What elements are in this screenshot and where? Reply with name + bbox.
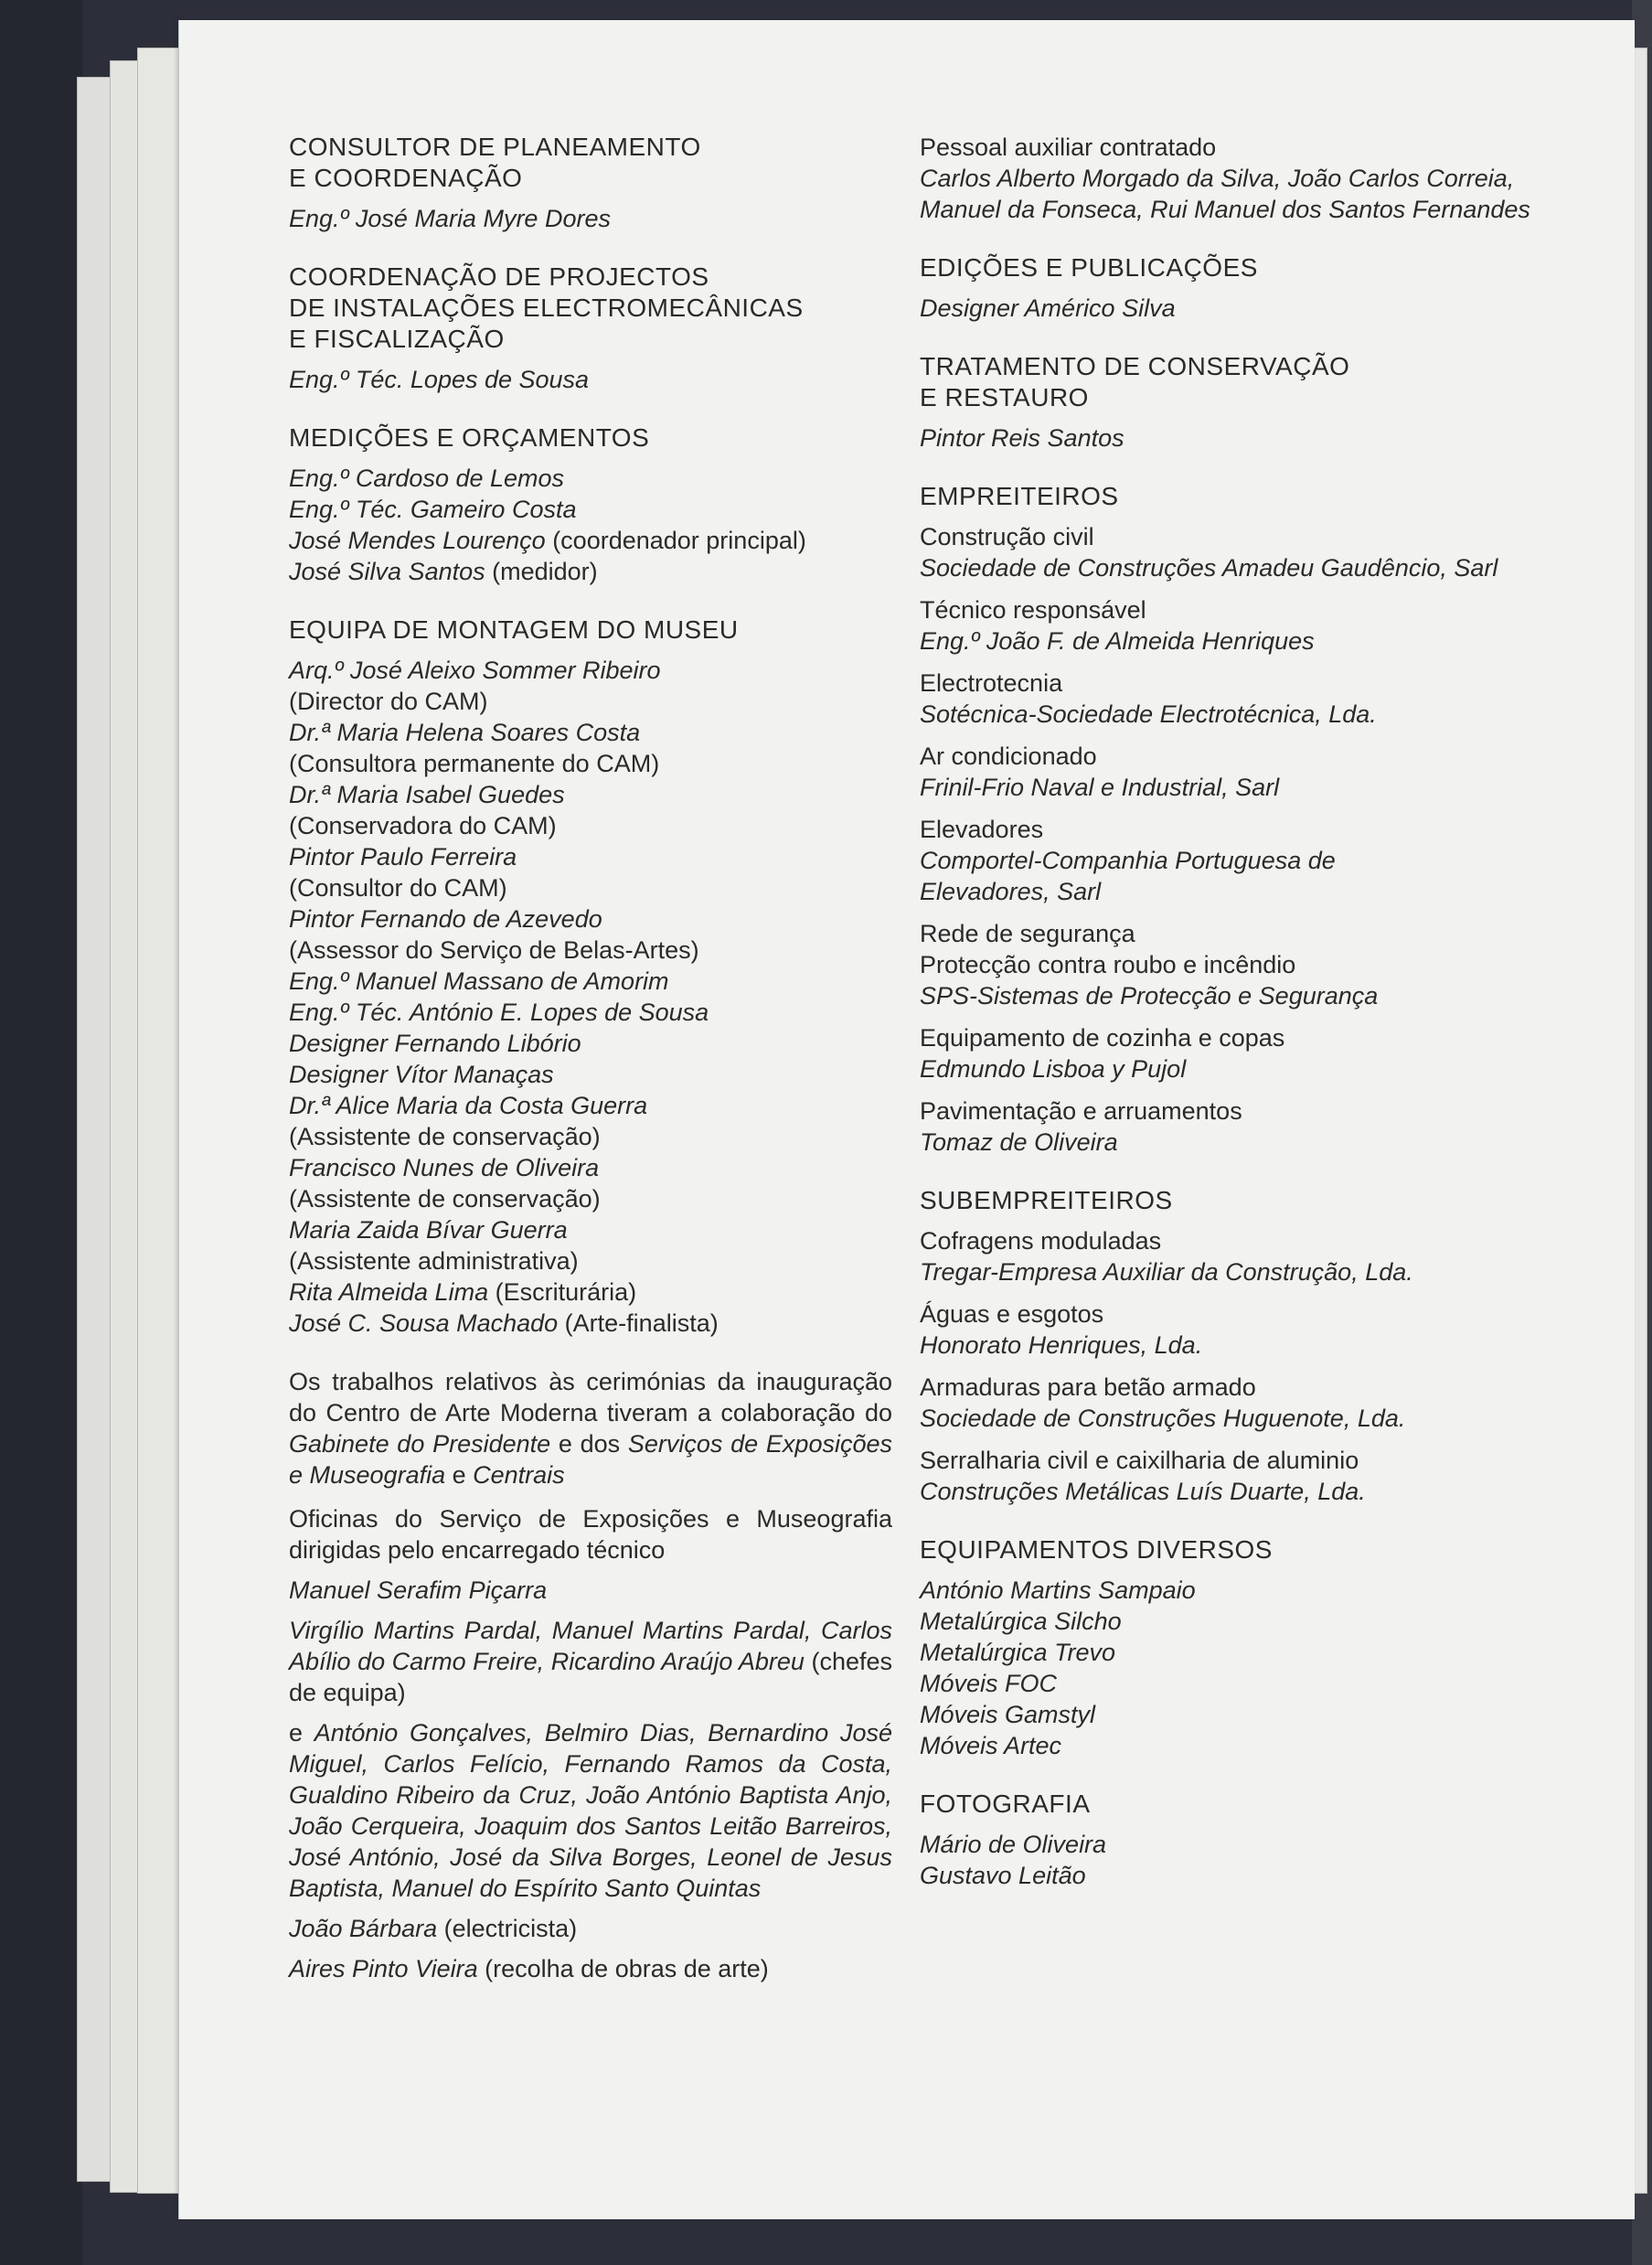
company-name: Honorato Henriques, Lda.: [920, 1331, 1203, 1359]
company-name: Móveis FOC: [920, 1670, 1058, 1697]
person-name: José C. Sousa Machado: [289, 1309, 559, 1337]
category-label: Pavimentação e arruamentos: [920, 1097, 1242, 1125]
person-name: Eng.º José Maria Myre Dores: [289, 205, 611, 232]
contractor-group: [920, 1225, 1560, 1287]
person-name: Manuel Serafim Piçarra: [289, 1576, 548, 1604]
person-names: António Gonçalves, Belmiro Dias, Bernardino José Miguel, Carlos Felício, Fernando Ramos da Costa, Gualdino Ribeiro da Cruz, João António Baptista Anjo, João Cerqueira, Joaquim dos Santos Leitão Barreiros, José António, José da Silva Borges, Leonel de Jesus Baptista, Manuel do Espírito Santo Quintas: [289, 1719, 892, 1902]
background-left: [0, 0, 82, 2265]
category-label: Construção civil: [920, 523, 1094, 550]
person-line: [289, 525, 892, 556]
category-label: Electrotecnia: [920, 669, 1063, 697]
section-heading: EQUIPAMENTOS DIVERSOS: [920, 1535, 1273, 1564]
contractor-group: [920, 668, 1560, 730]
contractor-group: [920, 1372, 1560, 1434]
category-label: Equipamento de cozinha e copas: [920, 1024, 1285, 1052]
paragraph-emphasis: Serviços de Exposições e Museografia: [289, 1430, 892, 1489]
person-name: Pintor Reis Santos: [920, 424, 1124, 452]
document-page: [178, 20, 1635, 2219]
category-label: Serralharia civil e caixilharia de aluminio: [920, 1447, 1359, 1474]
section-heading: EMPREITEIROS: [920, 482, 1119, 510]
section-equipa: [289, 614, 892, 1339]
workshop-paragraph: Oficinas do Serviço de Exposições e Museografia dirigidas pelo encarregado técnico: [289, 1505, 892, 1564]
company-name: Metalúrgica Trevo: [920, 1639, 1116, 1666]
company-name: Construções Metálicas Luís Duarte, Lda.: [920, 1478, 1366, 1505]
section-heading: COORDENAÇÃO DE PROJECTOS DE INSTALAÇÕES ELECTROMECÂNICAS E FISCALIZAÇÃO: [289, 262, 804, 353]
person-line: [289, 1913, 892, 1944]
person-role: (Assistente de conservação): [289, 1185, 601, 1213]
paragraph-emphasis: Gabinete do Presidente: [289, 1430, 551, 1458]
section-tratamento: [920, 351, 1560, 454]
person-role: (Escriturária): [488, 1278, 637, 1306]
category-label: Rede de segurança: [920, 920, 1135, 947]
person-name: Pintor Paulo Ferreira: [289, 843, 517, 871]
person-role: (Director do CAM): [289, 688, 488, 715]
section-trabalhos: [289, 1366, 892, 1984]
paragraph-text: e: [445, 1461, 474, 1489]
company-name: Edmundo Lisboa y Pujol: [920, 1055, 1187, 1083]
person-name: Dr.ª Maria Isabel Guedes: [289, 781, 565, 808]
company-name: Frinil-Frio Naval e Industrial, Sarl: [920, 774, 1280, 801]
contractor-group: [920, 918, 1560, 1011]
person-names: Virgílio Martins Pardal, Manuel Martins Pardal, Carlos Abílio do Carmo Freire, Ricardino Araújo Abreu: [289, 1617, 892, 1675]
section-heading: EDIÇÕES E PUBLICAÇÕES: [920, 253, 1258, 282]
person-name: Rita Almeida Lima: [289, 1278, 489, 1306]
contractor-group: [920, 1022, 1560, 1084]
contractor-group: [920, 594, 1560, 657]
company-name: Móveis Gamstyl: [920, 1701, 1096, 1728]
section-coordenacao: [289, 262, 892, 395]
section-heading: CONSULTOR DE PLANEAMENTO E COORDENAÇÃO: [289, 133, 701, 192]
company-name: Móveis Artec: [920, 1732, 1062, 1759]
person-name: Designer Fernando Libório: [289, 1030, 581, 1057]
category-label: Pessoal auxiliar contratado: [920, 134, 1217, 161]
person-name: Maria Zaida Bívar Guerra: [289, 1216, 568, 1244]
person-name: Dr.ª Maria Helena Soares Costa: [289, 719, 641, 746]
person-role: (Arte-finalista): [558, 1309, 719, 1337]
contractor-group: [920, 1095, 1560, 1158]
person-role: (Consultora permanente do CAM): [289, 750, 660, 777]
right-column: [920, 132, 1560, 1918]
company-name: António Martins Sampaio: [920, 1576, 1196, 1604]
person-line: [289, 1953, 892, 1984]
person-name: Designer Américo Silva: [920, 294, 1176, 322]
team-members: [289, 1717, 892, 1904]
person-name: Francisco Nunes de Oliveira: [289, 1154, 600, 1181]
person-name: José Mendes Lourenço: [289, 527, 546, 554]
person-name: Eng.º Manuel Massano de Amorim: [289, 967, 669, 995]
category-label: Armaduras para betão armado: [920, 1373, 1256, 1401]
person-name: Pintor Fernando de Azevedo: [289, 905, 602, 933]
paragraph-text: e: [289, 1719, 314, 1747]
section-heading: TRATAMENTO DE CONSERVAÇÃO E RESTAURO: [920, 352, 1350, 411]
person-name: José Silva Santos: [289, 558, 485, 585]
company-name: Sotécnica-Sociedade Electrotécnica, Lda.: [920, 700, 1377, 728]
paragraph-emphasis: Centrais: [473, 1461, 565, 1489]
category-label: Elevadores: [920, 816, 1044, 843]
person-name: Eng.º Téc. Lopes de Sousa: [289, 366, 590, 393]
section-heading: SUBEMPREITEIROS: [920, 1186, 1173, 1214]
person-name: Arq.º José Aleixo Sommer Ribeiro: [289, 657, 661, 684]
person-role: (chefes de equipa): [289, 1648, 892, 1706]
section-equipamentos: [920, 1534, 1560, 1761]
category-label: Águas e esgotos: [920, 1300, 1104, 1328]
person-role: (Assessor do Serviço de Belas-Artes): [289, 936, 699, 964]
section-medicoes: [289, 422, 892, 587]
person-name: João Bárbara: [289, 1915, 438, 1942]
company-name: Sociedade de Construções Amadeu Gaudêncio, Sarl: [920, 554, 1498, 582]
section-heading: MEDIÇÕES E ORÇAMENTOS: [289, 423, 650, 452]
company-name: Sociedade de Construções Huguenote, Lda.: [920, 1405, 1406, 1432]
section-edicoes: [920, 252, 1560, 324]
contractor-group: [920, 741, 1560, 803]
person-line: [289, 1308, 892, 1339]
person-role: (medidor): [485, 558, 598, 585]
category-label: Técnico responsável: [920, 596, 1146, 624]
person-role: (Consultor do CAM): [289, 874, 507, 902]
company-name: SPS-Sistemas de Protecção e Segurança: [920, 982, 1379, 1010]
person-name: Eng.º Cardoso de Lemos: [289, 465, 565, 492]
section-heading: FOTOGRAFIA: [920, 1790, 1091, 1818]
person-name: Dr.ª Alice Maria da Costa Guerra: [289, 1092, 648, 1119]
person-name: Eng.º Téc. António E. Lopes de Sousa: [289, 999, 709, 1026]
person-name: Mário de Oliveira: [920, 1831, 1107, 1858]
section-subempreiteiros: [920, 1185, 1560, 1507]
section-consultor: [289, 132, 892, 234]
person-role: (coordenador principal): [545, 527, 806, 554]
contractor-group: [920, 1445, 1560, 1507]
company-name: Tomaz de Oliveira: [920, 1128, 1118, 1156]
contractor-group: [920, 814, 1560, 907]
company-name: Tregar-Empresa Auxiliar da Construção, Lda.: [920, 1258, 1413, 1286]
paragraph-text: Os trabalhos relativos às cerimónias da inauguração do Centro de Arte Moderna tiveram a colaboração do: [289, 1368, 892, 1426]
team-leaders: [289, 1615, 892, 1708]
person-names: Carlos Alberto Morgado da Silva, João Carlos Correia, Manuel da Fonseca, Rui Manuel dos Santos Fernandes: [920, 165, 1530, 223]
category-label: Cofragens moduladas: [920, 1227, 1162, 1255]
section-empreiteiros: [920, 481, 1560, 1158]
category-label: Protecção contra roubo e incêndio: [920, 951, 1296, 978]
company-name: Metalúrgica Silcho: [920, 1608, 1122, 1635]
contractor-group: [920, 521, 1560, 583]
person-name: Designer Vítor Manaças: [289, 1061, 554, 1088]
section-heading: EQUIPA DE MONTAGEM DO MUSEU: [289, 615, 739, 644]
person-name: Eng.º João F. de Almeida Henriques: [920, 627, 1315, 655]
left-column: [289, 132, 892, 2012]
person-role: (Conservadora do CAM): [289, 812, 557, 839]
person-role: (Assistente administrativa): [289, 1247, 579, 1275]
person-line: [289, 556, 892, 587]
company-name: Comportel-Companhia Portuguesa de Elevadores, Sarl: [920, 847, 1336, 905]
section-pessoal: [920, 132, 1560, 225]
person-role: (recolha de obras de arte): [477, 1955, 769, 1982]
person-line: [289, 1277, 892, 1308]
person-name: Eng.º Téc. Gameiro Costa: [289, 496, 577, 523]
contractor-group: [920, 1298, 1560, 1361]
paragraph-text: e dos: [550, 1430, 628, 1458]
category-label: Ar condicionado: [920, 743, 1097, 770]
section-fotografia: [920, 1789, 1560, 1891]
person-role: (Assistente de conservação): [289, 1123, 601, 1150]
person-name: Gustavo Leitão: [920, 1862, 1086, 1889]
person-role: (electricista): [437, 1915, 578, 1942]
person-name: Aires Pinto Vieira: [289, 1955, 478, 1982]
inauguration-paragraph: [289, 1366, 892, 1490]
